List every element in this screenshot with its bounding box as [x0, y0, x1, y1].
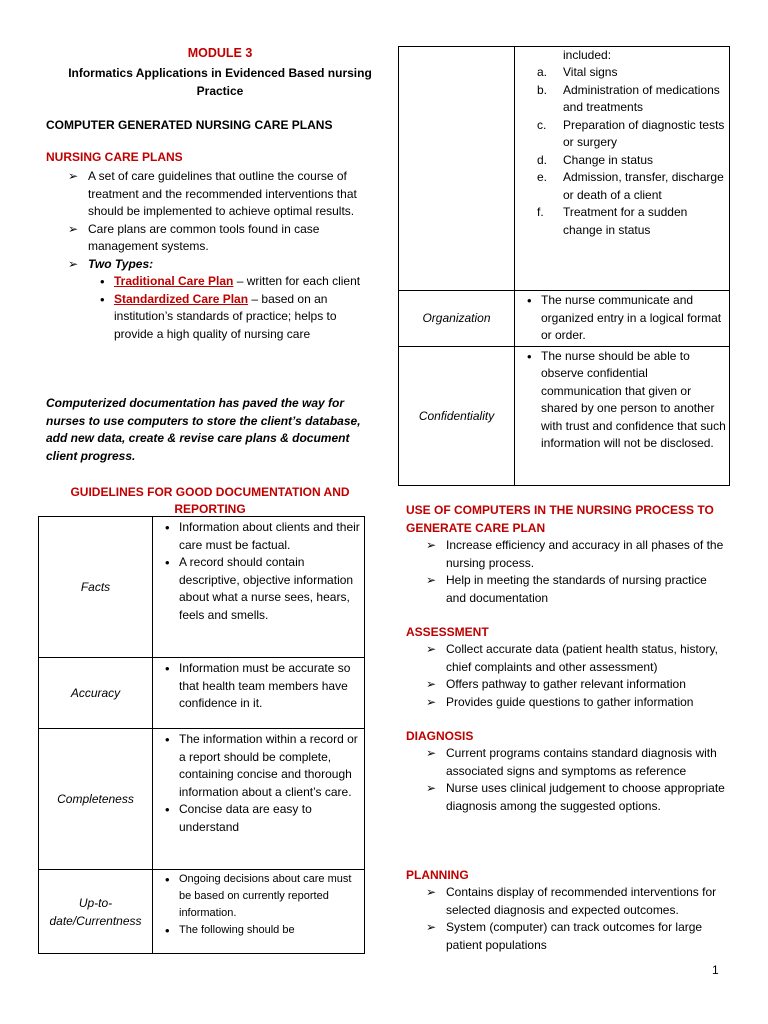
row-content — [153, 517, 365, 658]
table-row — [39, 870, 365, 954]
section-heading: COMPUTER GENERATED NURSING CARE PLANS — [46, 118, 333, 132]
table-row — [39, 658, 365, 729]
care-plan-type-desc: – written for each client — [233, 274, 361, 288]
guidelines-heading: GUIDELINES FOR GOOD DOCUMENTATION AND REPORTING — [70, 485, 350, 516]
process-bullet: ➢ Increase efficiency and accuracy in all phases of the nursing process. — [420, 537, 730, 572]
row-content — [153, 870, 365, 954]
diagnosis-bullet: ➢ Nurse uses clinical judgement to choose appropriate diagnosis among the suggested options. — [420, 780, 730, 815]
care-plan-bullet: ➢ Care plans are common tools found in case management systems. — [62, 221, 362, 256]
included-item: b. Administration of medications and treatments — [537, 82, 720, 114]
assessment-bullet: ➢ Collect accurate data (patient health status, history, chief complaints and other assessment) — [420, 641, 730, 676]
traditional-care-plan-link[interactable]: Traditional Care Plan — [114, 274, 234, 288]
module-title: MODULE 3 — [187, 46, 253, 60]
row-label-completeness: Completeness — [39, 729, 153, 870]
table-row — [39, 517, 365, 658]
process-bullet: ➢ Help in meeting the standards of nursing practice and documentation — [420, 572, 730, 607]
row-content — [515, 47, 730, 291]
table-row — [399, 346, 730, 485]
care-plan-type-desc: – based on an institution’s standards of practice; helps to provide a high quality of nursing care — [114, 291, 337, 341]
diagnosis-section — [420, 745, 730, 815]
diagnosis-bullet: ➢ Current programs contains standard diagnosis with associated signs and symptoms as reference — [420, 745, 730, 780]
row-content — [515, 346, 730, 485]
assessment-section — [420, 641, 730, 711]
included-item: a. Vital signs — [537, 65, 618, 79]
row-label-organization: Organization — [399, 291, 515, 347]
table-row — [39, 729, 365, 870]
care-plan-type — [88, 273, 362, 291]
care-plan-bullet: ➢ A set of care guidelines that outline the course of treatment and the recommended interventions that should be implemented to achieve optimal results. — [62, 168, 362, 221]
table-bullet: • Ongoing decisions about care must be based on currently reported information. — [153, 871, 364, 922]
nursing-process-heading: USE OF COMPUTERS IN THE NURSING PROCESS TO GENERATE CARE PLAN — [406, 503, 714, 535]
table-bullet: • The following should be — [153, 922, 364, 939]
row-label-empty — [399, 47, 515, 291]
table-bullet: • The information within a record or a report should be complete, containing concise and thorough information about a client’s care. — [153, 731, 364, 801]
table-bullet: • The nurse communicate and organized entry in a logical format or order. — [515, 292, 729, 345]
table-bullet: • The nurse should be able to observe confidential communication that given or shared by one person to another with trust and confidence that such information will not be disclosed. — [515, 348, 729, 453]
row-label-currentness: Up-to-date/Currentness — [39, 870, 153, 954]
included-item: d. Change in status — [537, 152, 654, 167]
table-row — [399, 47, 730, 291]
computerized-note: Computerized documentation has paved the way for nurses to use computers to store the client’s database, add new data, create & revise care plans & document client progress. — [46, 396, 361, 463]
table-row — [399, 291, 730, 347]
page-number: 1 — [712, 963, 719, 977]
assessment-bullet: ➢ Provides guide questions to gather information — [420, 694, 730, 712]
table-bullet: • A record should contain descriptive, objective information about what a nurse sees, hears, feels and smells. — [153, 554, 364, 624]
care-plans-section — [62, 168, 362, 343]
care-plan-type — [88, 291, 362, 344]
care-plans-heading: NURSING CARE PLANS — [46, 150, 183, 164]
table-bullet: • Information must be accurate so that health team members have confidence in it. — [153, 660, 364, 713]
continued-text: included: — [563, 48, 612, 62]
table-bullet: • Information about clients and their care must be factual. — [153, 519, 364, 554]
included-item: c. Preparation of diagnostic tests or surgery — [537, 117, 725, 149]
planning-section — [420, 884, 730, 954]
row-content — [153, 658, 365, 729]
row-label-facts: Facts — [39, 517, 153, 658]
row-content — [153, 729, 365, 870]
included-item: f. Treatment for a sudden change in status — [537, 205, 688, 237]
table-bullet: • Concise data are easy to understand — [153, 801, 364, 836]
row-label-confidentiality: Confidentiality — [399, 346, 515, 485]
guidelines-table — [38, 516, 365, 954]
row-content — [515, 291, 730, 347]
diagnosis-heading: DIAGNOSIS — [406, 729, 474, 743]
continued-table — [398, 46, 730, 486]
assessment-bullet: ➢ Offers pathway to gather relevant information — [420, 676, 730, 694]
nursing-process-section — [420, 537, 730, 607]
included-item: e. Admission, transfer, discharge or death of a client — [537, 170, 724, 202]
standardized-care-plan-link[interactable]: Standardized Care Plan — [114, 291, 249, 306]
row-label-accuracy: Accuracy — [39, 658, 153, 729]
assessment-heading: ASSESSMENT — [406, 625, 489, 639]
module-subtitle: Informatics Applications in Evidenced Based nursing Practice — [68, 66, 372, 98]
two-types-label: ➢ Two Types: — [62, 256, 362, 274]
planning-bullet: ➢ Contains display of recommended interventions for selected diagnosis and expected outcomes. — [420, 884, 730, 919]
planning-heading: PLANNING — [406, 868, 469, 882]
planning-bullet: ➢ System (computer) can track outcomes for large patient populations — [420, 919, 730, 954]
